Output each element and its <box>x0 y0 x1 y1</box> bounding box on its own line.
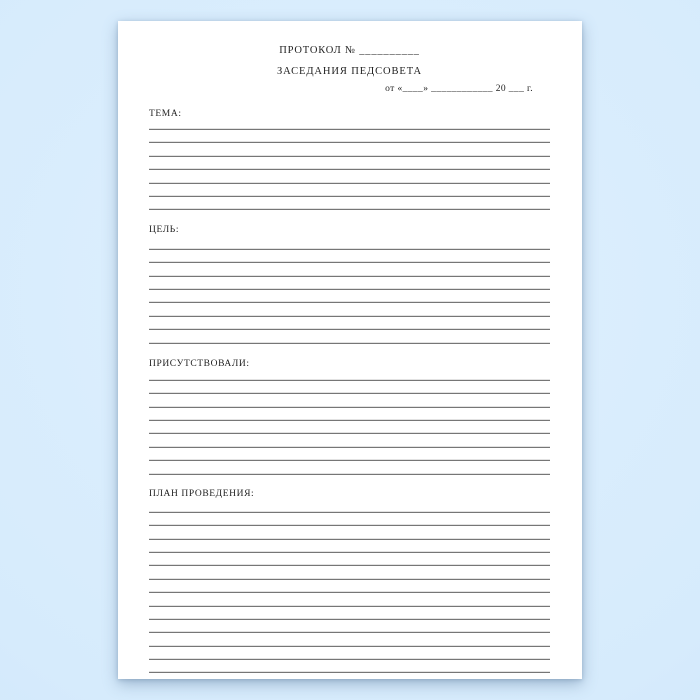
ruled-line <box>149 525 550 538</box>
ruled-lines-plan-provedeniya <box>149 512 550 679</box>
ruled-line <box>149 407 550 420</box>
section-label-prisutstvovali: ПРИСУТСТВОВАЛИ: <box>149 359 250 370</box>
ruled-lines-tema <box>149 129 550 223</box>
section-plan-provedeniya <box>149 489 550 679</box>
section-label-tema: ТЕМА: <box>149 108 182 119</box>
ruled-line <box>149 316 550 329</box>
ruled-line <box>149 262 550 275</box>
ruled-line <box>149 672 550 679</box>
ruled-line <box>149 142 550 155</box>
section-label-plan-provedeniya: ПЛАН ПРОВЕДЕНИЯ: <box>149 489 255 500</box>
ruled-line <box>149 156 550 169</box>
document-page <box>118 21 582 679</box>
ruled-line <box>149 302 550 315</box>
ruled-line <box>149 343 550 356</box>
section-tsel <box>149 225 550 356</box>
ruled-line <box>149 606 550 619</box>
ruled-line <box>149 447 550 460</box>
ruled-line <box>149 129 550 142</box>
ruled-line <box>149 209 550 222</box>
ruled-line <box>149 565 550 578</box>
ruled-line <box>149 420 550 433</box>
ruled-line <box>149 632 550 645</box>
ruled-line <box>149 380 550 393</box>
document-content <box>118 45 582 679</box>
ruled-lines-prisutstvovali <box>149 380 550 487</box>
ruled-line <box>149 289 550 302</box>
ruled-line <box>149 460 550 473</box>
date-line: от «____» ____________ 20 ___ г. <box>385 84 533 94</box>
ruled-line <box>149 393 550 406</box>
ruled-line <box>149 474 550 487</box>
ruled-line <box>149 552 550 565</box>
protocol-subtitle: ЗАСЕДАНИЯ ПЕДСОВЕТА <box>276 66 422 77</box>
ruled-line <box>149 619 550 632</box>
ruled-lines-tsel <box>149 249 550 356</box>
ruled-line <box>149 579 550 592</box>
ruled-line <box>149 169 550 182</box>
ruled-line <box>149 646 550 659</box>
ruled-line <box>149 196 550 209</box>
ruled-line <box>149 249 550 262</box>
ruled-line <box>149 433 550 446</box>
ruled-line <box>149 329 550 342</box>
ruled-line <box>149 276 550 289</box>
protocol-title: ПРОТОКОЛ № __________ <box>279 45 420 56</box>
ruled-line <box>149 539 550 552</box>
section-tema <box>149 109 550 223</box>
ruled-line <box>149 512 550 525</box>
section-prisutstvovali <box>149 359 550 487</box>
ruled-line <box>149 183 550 196</box>
section-label-tsel: ЦЕЛЬ: <box>149 225 180 236</box>
ruled-line <box>149 592 550 605</box>
ruled-line <box>149 659 550 672</box>
